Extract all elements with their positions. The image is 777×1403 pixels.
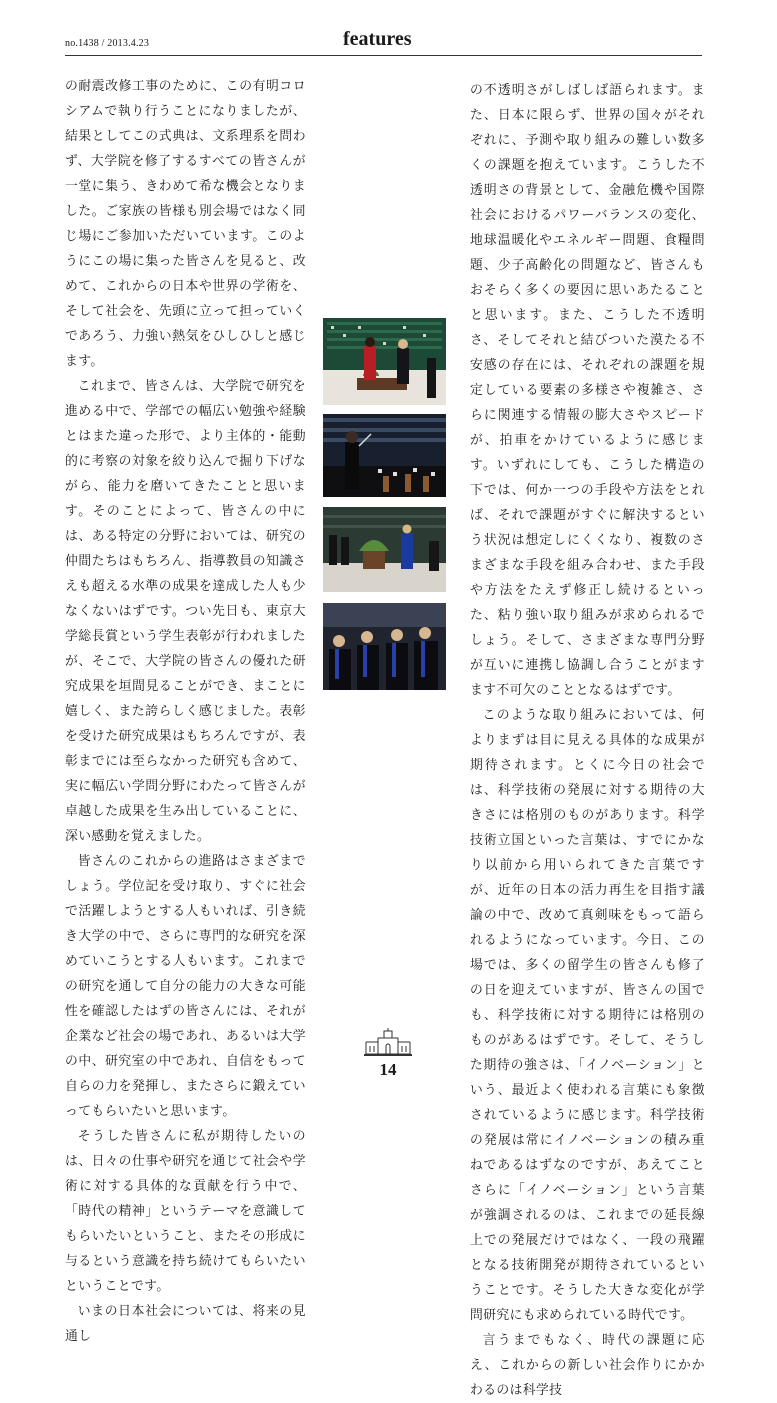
- paragraph: 皆さんのこれからの進路はさまざまでしょう。学位記を受け取り、すぐに社会で活躍しようとする人もいれば、引き続き大学の中で、さらに専門的な研究を深めていこうとする人もいます。これまでの研究を通して自分の能力の大きな可能性を確認したはずの皆さんには、それが企業など社会の場であれ、あるいは大学の中、研究室の中であれ、自信をもって自らの力を発揮し、またさらに鍛えていってもらいたいと思います。: [65, 854, 306, 1119]
- paragraph: これまで、皆さんは、大学院で研究を進める中で、学部での幅広い勉強や経験とはまた違った形で、より主体的・能動的に考察の対象を絞り込んで掘り下げながら、能力を磨いてきたことと思います。そのことによって、皆さんの中には、ある特定の分野においては、研究の仲間たちはもちろん、指導教員の知識さえも超える水準の成果を達成した人も少なくないはずです。つい先日も、東京大学総長賞という学生表彰が行われましたが、そこで、大学院の皆さんの優れた研究成果を垣間見ることができ、まことに嬉しく、また誇らしく感じました。表彰を受けた研究成果はもちろんですが、表彰までには至らなかった研究も含めて、実に幅広い学問分野にわたって皆さんが卓越した成果を生み出していることに、深い感動を覚えました。: [65, 379, 306, 844]
- left-text-column: [65, 74, 306, 1349]
- photo-stage-bonsai: [323, 507, 446, 592]
- photo-orchestra-image: [323, 414, 446, 497]
- paragraph: 言うまでもなく、時代の課題に応え、これからの新しい社会作りにかかわるのは科学技: [470, 1333, 705, 1398]
- right-text-column: [470, 78, 705, 1403]
- header-divider: [65, 55, 702, 56]
- page-header: [65, 28, 702, 58]
- photo-graduates: [323, 603, 446, 690]
- photo-diploma-presentation: [323, 318, 446, 405]
- issue-number: no.1438 / 2013.4.23: [65, 38, 150, 49]
- yasuda-auditorium-icon: [364, 1028, 412, 1056]
- photo-stage-bonsai-image: [323, 507, 446, 592]
- paragraph: そうした皆さんに私が期待したいのは、日々の仕事や研究を通じて社会や学術に対する具体的な貢献を行う中で、「時代の精神」というテーマを意識してもらいたいということ、またその形成に与るという意識を持ち続けてもらいたいということです。: [65, 1129, 306, 1294]
- photo-orchestra: [323, 414, 446, 497]
- section-title: features: [343, 28, 412, 50]
- paragraph: いまの日本社会については、将来の見通し: [65, 1304, 306, 1344]
- photo-graduates-image: [323, 603, 446, 690]
- page-footer: [350, 1028, 426, 1079]
- paragraph: このような取り組みにおいては、何よりまずは目に見える具体的な成果が期待されます。とくに今日の社会では、科学技術の発展に対する期待の大きさには格別のものがあります。科学技術立国といった言葉は、すでにかなり以前から用いられてきた言葉ですが、近年の日本の活力再生を目指す議論の中で、改めて真剣味をもって語られるようになっています。今日、この場では、多くの留学生の皆さんも修了の日を迎えていますが、皆さんの国でも、科学技術に対する期待には格別のものがあるはずです。そして、そうした期待の強さは、「イノベーション」という、最近よく使われる言葉にも象徴されているように感じます。科学技術の発展は常にイノベーションの積み重ねであるはずなのですが、あえてことさらに「イノベーション」という言葉が強調されるのは、これまでの延長線上での発展だけではなく、一段の飛躍となる技術開発が期待されているということです。そうした大きな変化が学問研究にも求められている時代です。: [470, 708, 705, 1323]
- page-number: 14: [379, 1060, 397, 1079]
- paragraph: の不透明さがしばしば語られます。また、日本に限らず、世界の国々がそれぞれに、予測や取り組みの難しい数多くの課題を抱えています。こうした不透明さの背景として、金融危機や国際社会におけるパワーバランスの変化、地球温暖化やエネルギー問題、食糧問題、少子高齢化の問題など、皆さんもおそらく多くの要因に思いあたることと思います。また、こうした不透明さ、そしてそれと結びついた漠たる不安感の存在には、それぞれの課題を規定している要素の多様さや複雑さ、さらに関連する情報の膨大さやスピードが、拍車をかけているように感じます。いずれにしても、こうした構造の下では、何か一つの手段や方法をとれば、それで課題がすぐに解決するという状況は想定しにくくなり、複数のさまざまな手段を組み合わせ、また手段や方法をたえず修正し続けるといった、粘り強い取り組みが求められるでしょう。そして、さまざまな専門分野が互いに連携し協調し合うことがますます不可欠のこととなるはずです。: [470, 83, 705, 698]
- photo-diploma-presentation-image: [323, 318, 446, 405]
- paragraph: の耐震改修工事のために、この有明コロシアムで執り行うことになりましたが、結果としてこの式典は、文系理系を問わず、大学院を修了するすべての皆さんが一堂に集う、きわめて希な機会となりました。ご家族の皆様も別会場ではなく同じ場にご参加いただいています。このようにこの場に集った皆さんを見ると、改めて、これからの日本や世界の学術を、そして社会を、先頭に立って担っていくであろう、力強い熱気をひしひしと感じます。: [65, 79, 306, 369]
